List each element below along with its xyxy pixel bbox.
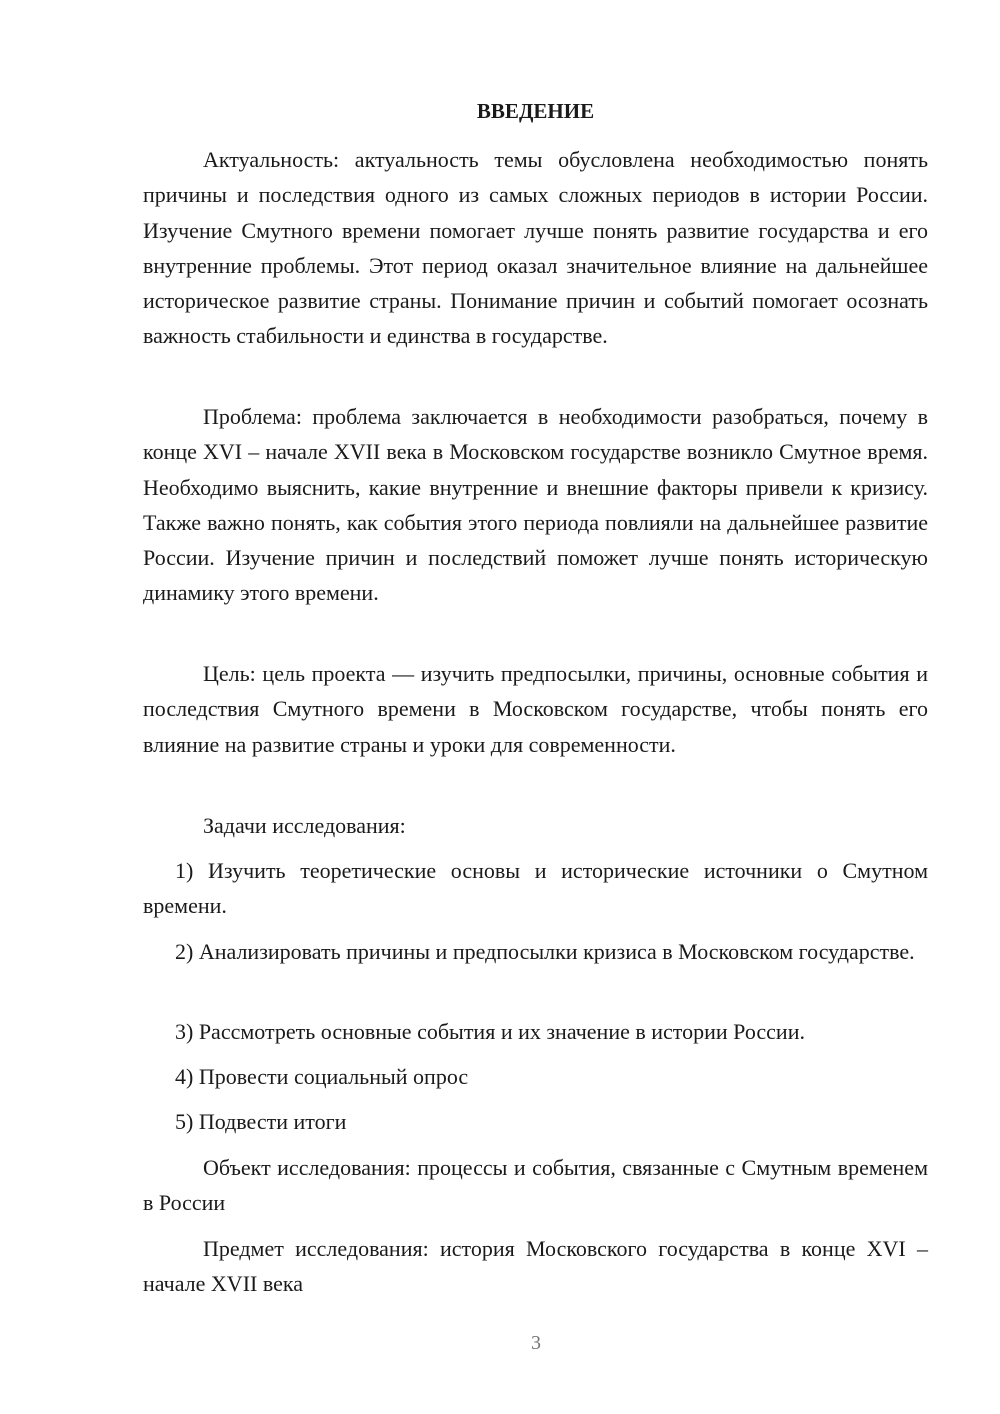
- task-item-5: 5) Подвести итоги: [175, 1109, 347, 1134]
- tasks-heading: Задачи исследования:: [203, 813, 406, 838]
- task-item-1: 1) Изучить теоретические основы и исторические источники о Смутном времени.: [143, 858, 928, 919]
- section-heading: ВВЕДЕНИЕ: [476, 99, 595, 123]
- goal-paragraph: Цель: цель проекта — изучить предпосылки, причины, основные события и последствия Смутного времени в Московском государстве, чтобы понять его влияние на развитие страны и уроки для современности.: [143, 661, 928, 757]
- page-number: 3: [531, 1332, 541, 1354]
- task-item-4: 4) Провести социальный опрос: [175, 1064, 469, 1089]
- task-item-3: 3) Рассмотреть основные события и их значение в истории России.: [175, 1019, 805, 1044]
- relevance-paragraph: Актуальность: актуальность темы обусловлена необходимостью понять причины и последствия одного из самых сложных периодов в истории России. Изучение Смутного времени помогает лучше понять развитие государства и его внутренние проблемы. Этот период оказал значительное влияние на дальнейшее историческое развитие страны. Понимание причин и событий помогает осознать важность стабильности и единства в государстве.: [143, 147, 928, 349]
- task-item-2: 2) Анализировать причины и предпосылки кризиса в Московском государстве.: [175, 939, 915, 964]
- subject-paragraph: Предмет исследования: история Московского государства в конце XVI – начале XVII века: [143, 1236, 928, 1297]
- problem-paragraph: Проблема: проблема заключается в необходимости разобраться, почему в конце XVI – начале XVII века в Московском государстве возникло Смутное время. Необходимо выяснить, какие внутренние и внешние факторы привели к кризису. Также важно понять, как события этого периода повлияли на дальнейшее развитие России. Изучение причин и последствий поможет лучше понять историческую динамику этого времени.: [143, 404, 928, 606]
- object-paragraph: Объект исследования: процессы и события, связанные с Смутным временем в России: [143, 1155, 928, 1216]
